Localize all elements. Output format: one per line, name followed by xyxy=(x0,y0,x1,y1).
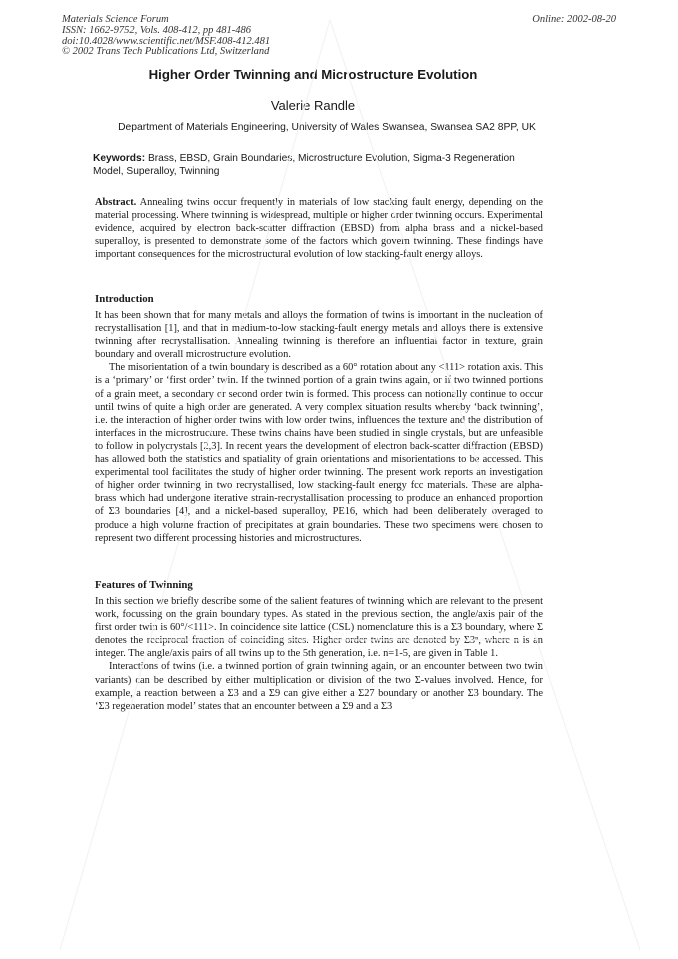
paragraph: In this section we briefly describe some of the salient features of twinning which are relevant to the present work, focussing on the grain boundary types. As stated in the previous section, the angle/axis pair of the first order twin is 60°/<111>. In coincidence site lattice (CSL) nomenclature this is a Σ3 boundary, where Σ denotes the reciprocal fraction of coinciding sites. Higher order twins are denoted by Σ3ⁿ, where n is an integer. The angle/axis pairs of all twins up to the 5th generation, i.e. n=1-5, are given in Table 1. xyxy=(95,596,543,660)
section-heading-introduction: Introduction xyxy=(95,293,154,305)
online-date: Online: 2002-08-20 xyxy=(532,14,616,25)
journal-header xyxy=(62,15,618,58)
journal-doi[interactable]: doi:10.4028/www.scientific.net/MSF.408-412.481 xyxy=(62,35,271,47)
paragraph: The misorientation of a twin boundary is described as a 60° rotation about any <111> rotation axis. This is a ‘primary’ or ‘first order’ twin. If the twinned portion of a grain twins again, or if two twinned portions of a grain meet, a secondary or second order twin is formed. This process can notionally continue to occur until twins of quite a high order are generated. A very complex situation results whereby ‘back twinning’, i.e. the interaction of higher order twins with low order twins, influences the texture and the distribution of interfaces in the microstructure. These twins chains have been studied in single crystals, but are unfeasible to follow in polycrystals [2,3]. In recent years the development of electron back-scatter diffraction (EBSD) has allowed both the statistics and spatiality of grain orientations and misorientations to be accessed. This experimental tool facilitates the study of higher order twinning. The present work reports an investigation of higher order twinning in two recrystallised, low stacking-fault energy fcc materials. These are alpha-brass which had undergone iterative strain-recrystallisation processing to produce an enhanced proportion of Σ3 boundaries [4], and a nickel-based superalloy, PE16, which had been deliberately overaged to produce a high volume fraction of precipitates at grain boundaries. These two specimens were chosen to represent two different processing histories and microstructures. xyxy=(95,362,543,544)
section-features-body xyxy=(95,595,543,713)
journal-copyright: © 2002 Trans Tech Publications Ltd, Switzerland xyxy=(62,46,270,58)
paper-affiliation: Department of Materials Engineering, University of Wales Swansea, Swansea SA2 8PP, UK xyxy=(118,122,536,133)
paper-author: Valerie Randle xyxy=(270,98,356,113)
section-introduction-body xyxy=(95,309,543,545)
paragraph: Interactions of twins (i.e. a twinned portion of grain twinning again, or an encounter between two twin variants) can be described by either multiplication or division of the two Σ-values involved. Hence, for example, a reaction between a Σ3 and a Σ9 can give either a Σ27 boundary or another Σ3 boundary. The ‘Σ3 regeneration model’ states that an encounter between a Σ9 and a Σ3 xyxy=(95,661,543,712)
paragraph: It has been shown that for many metals and alloys the formation of twins is important in the nucleation of recrystallisation [1], and that in medium-to-low stacking-fault energy metals and alloys there is extensive twinning after recrystallisation. Annealing twinning is therefore an influential factor in texture, grain boundary and overall microstructure evolution. xyxy=(95,310,543,361)
abstract-text: Annealing twins occur frequently in materials of low stacking fault energy, depending on the material processing. Where twinning is widespread, multiple or higher order twinning occurs. Experimental evidence, acquired by electron back-scatter diffraction (EBSD) from alpha brass and a nickel-based superalloy, is presented to demonstrate some of the factors which govern twinning. These findings have important consequences for the microstructural evolution of low stacking-fault energy alloys. xyxy=(95,197,543,261)
abstract-block xyxy=(95,196,543,261)
keywords-text: Brass, EBSD, Grain Boundaries, Microstructure Evolution, Sigma-3 Regeneration Model, Superalloy, Twinning xyxy=(93,153,515,177)
keywords-block xyxy=(93,152,533,178)
journal-issn: ISSN: 1662-9752, Vols. 408-412, pp 481-486 xyxy=(62,24,251,36)
abstract-label: Abstract. xyxy=(95,197,137,208)
section-heading-features-of-twinning: Features of Twinning xyxy=(95,579,193,591)
keywords-label: Keywords: xyxy=(93,153,146,164)
journal-name: Materials Science Forum xyxy=(62,14,169,25)
paper-title: Higher Order Twinning and Microstructure Evolution xyxy=(148,67,478,82)
